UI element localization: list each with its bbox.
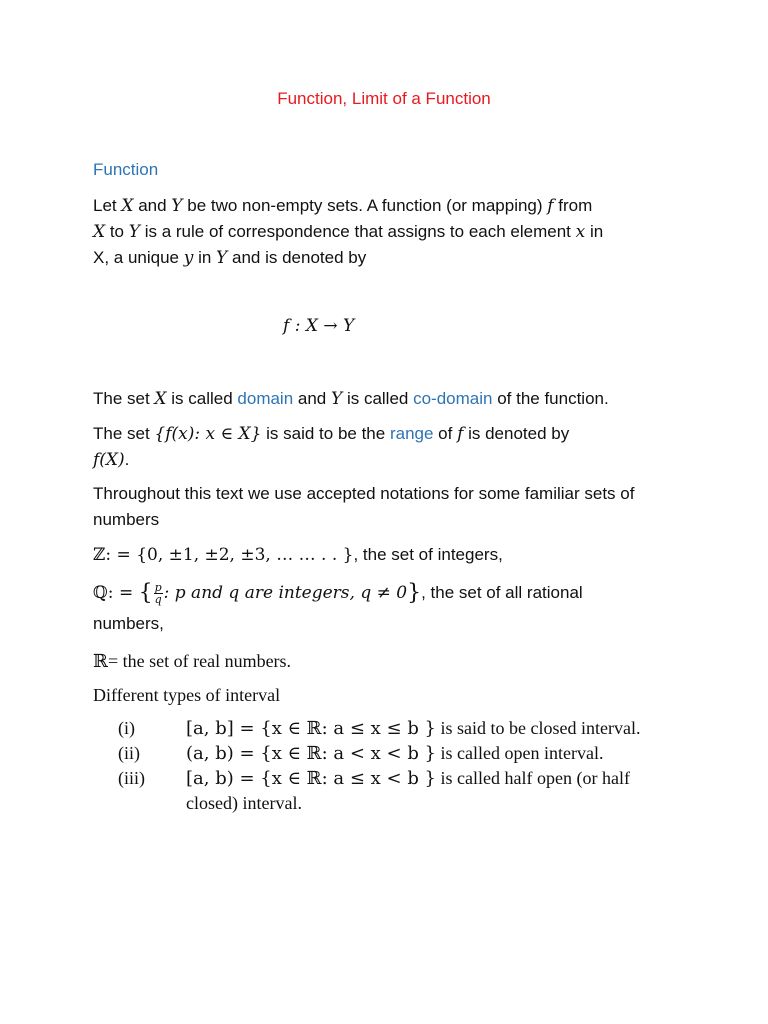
domain-term: domain xyxy=(237,389,294,408)
function-mapping-formula: f : X → Y xyxy=(283,316,355,336)
p-over-q-fraction: $\frac{p}{q}$ xyxy=(154,581,162,607)
document-page: Function, Limit of a Function Function Let X and Y be two non-empty sets. A function (or mapping) f from X to Y is a rule of correspondence that assigns to each element x in X, a unique y in Y and is denoted by f : X → Y The set X is called domain and Y is called co-domain of the function. The set {f(x): x ∈ X} is said to be the range of f is denoted by f(X). Throughout this text we use accepted notations for some familiar sets of numbers ℤ: = {0, ±1, ±2, ±3, … … . . }, the set of integers, ℚ: = { $\frac{p}{q}$ : p and q are integers, q ≠ 0}, the set of all rational numbers, ℝ= the set of real numbers. Different types of interval (i) [a, b] = {x ∈ ℝ: a ≤ x ≤ b } is said to be closed interval. (ii) (a, b) = {x ∈ ℝ: a < x < b } is called open interval. (iii) [a, b) = {x ∈ ℝ: a ≤ x < b } is called half open (or half closed) interval. xyxy=(0,0,768,1024)
section-heading-function: Function xyxy=(93,160,159,179)
integers-line: ℤ: = {0, ±1, ±2, ±3, … … . . }, the set of integers, xyxy=(93,545,503,565)
notation-paragraph: Throughout this text we use accepted notations for some familiar sets of numbers xyxy=(93,484,635,529)
page-title: Function, Limit of a Function xyxy=(277,89,491,108)
intro-paragraph: Let X and Y be two non-empty sets. A function (or mapping) f from X to Y is a rule of correspondence that assigns to each element x in X, a unique y in Y and is denoted by xyxy=(93,196,604,268)
range-paragraph: The set {f(x): x ∈ X} is said to be the range of f is denoted by f(X). xyxy=(93,424,570,470)
interval-heading: Different types of interval xyxy=(93,685,281,705)
reals-line: ℝ= the set of real numbers. xyxy=(93,651,292,671)
codomain-term: co-domain xyxy=(413,389,493,408)
rationals-paragraph: ℚ: = { $\frac{p}{q}$ : p and q are integers, q ≠ 0}, the set of all rational numbers, xyxy=(93,580,583,633)
domain-codomain-line: The set X is called domain and Y is called co-domain of the function. xyxy=(93,389,609,409)
range-term: range xyxy=(389,424,434,443)
